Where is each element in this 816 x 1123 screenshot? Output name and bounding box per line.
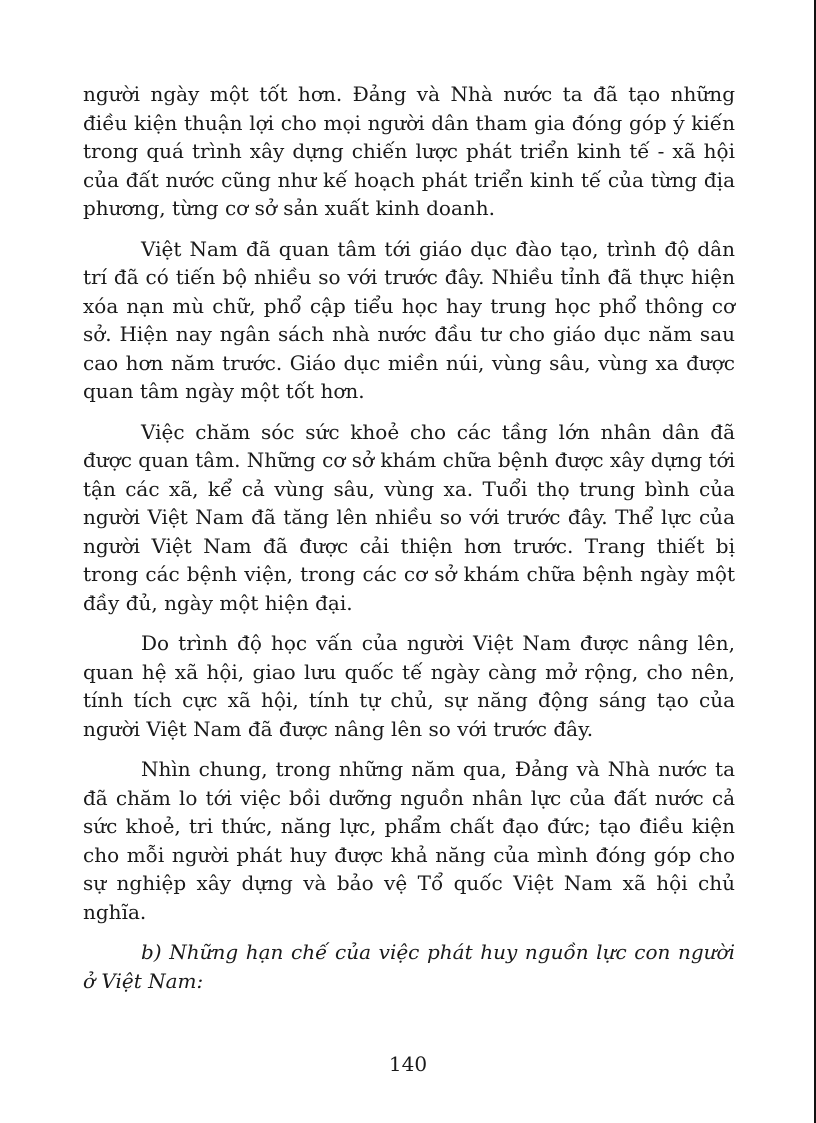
paragraph-healthcare: Việc chăm sóc sức khoẻ cho các tầng lớn nhân dân đã được quan tâm. Những cơ sở khám chữa bệnh được xây dựng tới tận các xã, kể cả vùng sâu, vùng xa. Tuổi thọ trung bình của người Việt Nam đã tăng lên nhiều so với trước đây. Thể lực của người Việt Nam đã được cải thiện hơn trước. Trang thiết bị trong các bệnh viện, trong các cơ sở khám chữa bệnh ngày một đầy đủ, ngày một hiện đại.: [83, 419, 735, 615]
page-body: [83, 80, 735, 1007]
paragraph-summary: Nhìn chung, trong những năm qua, Đảng và Nhà nước ta đã chăm lo tới việc bồi dưỡng nguồn nhân lực của đất nước cả sức khoẻ, tri thức, năng lực, phẩm chất đạo đức; tạo điều kiện cho mỗi người phát huy được khả năng của mình đóng góp cho sự nghiệp xây dựng và bảo vệ Tổ quốc Việt Nam xã hội chủ nghĩa.: [83, 757, 735, 924]
paragraph-education: Việt Nam đã quan tâm tới giáo dục đào tạo, trình độ dân trí đã có tiến bộ nhiều so với trước đây. Nhiều tỉnh đã thực hiện xóa nạn mù chữ, phổ cập tiểu học hay trung học phổ thông cơ sở. Hiện nay ngân sách nhà nước đầu tư cho giáo dục năm sau cao hơn năm trước. Giáo dục miền núi, vùng sâu, vùng xa được quan tâm ngày một tốt hơn.: [83, 236, 735, 403]
page-number: 140: [388, 1052, 428, 1076]
paragraph-education-level: Do trình độ học vấn của người Việt Nam được nâng lên, quan hệ xã hội, giao lưu quốc tế ngày càng mở rộng, cho nên, tính tích cực xã hội, tính tự chủ, sự năng động sáng tạo của người Việt Nam đã được nâng lên so với trước đây.: [83, 631, 735, 741]
section-subheading: b) Những hạn chế của việc phát huy nguồn lực con người ở Việt Nam:: [83, 940, 735, 993]
paragraph-continuation: người ngày một tốt hơn. Đảng và Nhà nước ta đã tạo những điều kiện thuận lợi cho mọi người dân tham gia đóng góp ý kiến trong quá trình xây dựng chiến lược phát triển kinh tế - xã hội của đất nước cũng như kế hoạch phát triển kinh tế của từng địa phương, từng cơ sở sản xuất kinh doanh.: [83, 82, 735, 220]
